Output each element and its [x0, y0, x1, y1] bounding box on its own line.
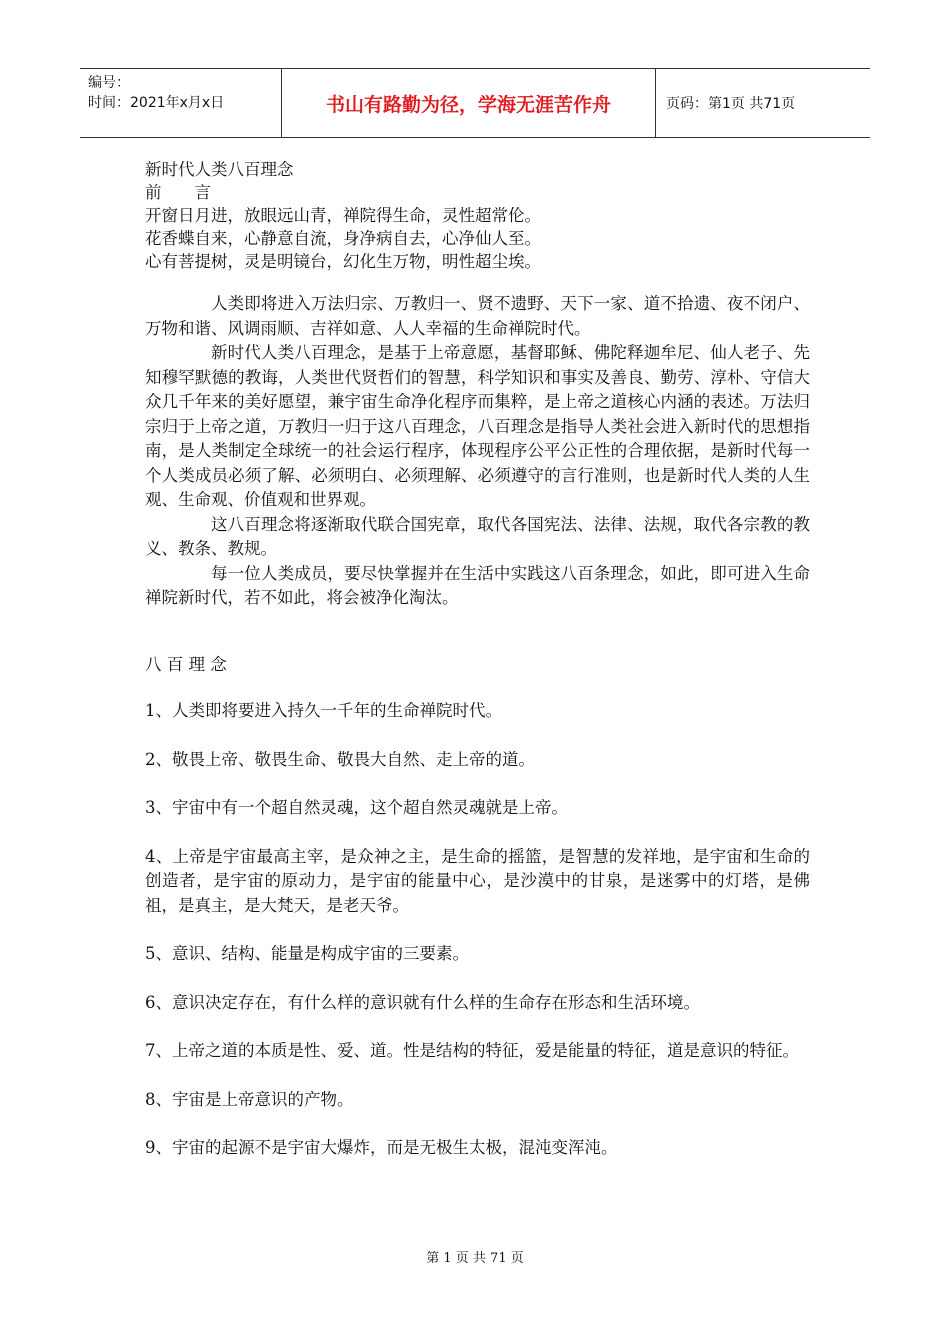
- principle-item: 8、宇宙是上帝意识的产物。: [145, 1089, 354, 1109]
- doc-title: 新时代人类八百理念: [145, 160, 294, 179]
- section-heading: 八 百 理 念: [145, 654, 227, 674]
- principle-list: [145, 699, 810, 1161]
- principle-item: 5、意识、结构、能量是构成宇宙的三要素。: [145, 944, 469, 963]
- principle-item: 3、宇宙中有一个超自然灵魂，这个超自然灵魂就是上帝。: [145, 798, 568, 817]
- principle-item: 2、敬畏上帝、敬畏生命、敬畏大自然、走上帝的道。: [145, 749, 535, 769]
- number-label: 编号：: [88, 75, 130, 91]
- preface-paragraph: 人类即将进入万法归宗、万教归一、贤不遗野、天下一家、道不拾遗、夜不闭户、万物和谐、风调雨顺、吉祥如意、人人幸福的生命禅院时代。: [145, 294, 810, 338]
- principle-item: 4、上帝是宇宙最高主宰，是众神之主，是生命的摇篮，是智慧的发祥地，是宇宙和生命的创造者，是宇宙的原动力，是宇宙的能量中心，是沙漠中的甘泉，是迷雾中的灯塔，是佛祖，是真主，是大梵天，是老天爷。: [145, 846, 810, 915]
- principle-item: 9、宇宙的起源不是宇宙大爆炸，而是无极生太极，混沌变浑沌。: [145, 1138, 618, 1157]
- principle-item: 1、人类即将要进入持久一千年的生命禅院时代。: [145, 701, 502, 720]
- principle-item: 6、意识决定存在，有什么样的意识就有什么样的生命存在形态和生活环境。: [145, 992, 700, 1012]
- header-motto: 书山有路勤为径，学海无涯苦作舟: [282, 69, 656, 137]
- poem-line: 开窗日月进，放眼远山青，禅院得生命，灵性超常伦。: [145, 206, 541, 225]
- preface-paragraph: 新时代人类八百理念，是基于上帝意愿，基督耶稣、佛陀释迦牟尼、仙人老子、先知穆罕默德的教诲，人类世代贤哲们的智慧，科学知识和事实及善良、勤劳、淳朴、守信大众几千年来的美好愿望，兼宇宙生命净化程序而集粹，是上帝之道核心内涵的表述。万法归宗归于上帝之道，万教归一归于这八百理念，八百理念是指导人类社会进入新时代的思想指南，是人类制定全球统一的社会运行程序，体现程序公平公正性的合理依据，是新时代每一个人类成员必须了解、必须明白、必须理解、必须遵守的言行准则，也是新时代人类的人生观、生命观、价值观和世界观。: [145, 343, 810, 509]
- time-label: 时间：2021年x月x日: [88, 95, 225, 111]
- preface-paragraph: 每一位人类成员，要尽快掌握并在生活中实践这八百条理念，如此，即可进入生命禅院新时代，若不如此，将会被净化淘汰。: [145, 563, 810, 607]
- poem-line: 心有菩提树，灵是明镜台，幻化生万物，明性超尘埃。: [145, 252, 541, 271]
- page-footer: 第 1 页 共 71 页: [426, 1251, 524, 1266]
- preface-heading: 前 言: [145, 183, 211, 202]
- principle-item: 7、上帝之道的本质是性、爱、道。性是结构的特征，爱是能量的特征，道是意识的特征。: [145, 1041, 799, 1060]
- header-meta: [80, 69, 282, 137]
- document-body: [145, 158, 810, 1161]
- header-page-info: 页码：第1页 共71页: [666, 96, 796, 112]
- page-header: [80, 68, 870, 138]
- poem-line: 花香蝶自来，心静意自流，身净病自去，心净仙人至。: [145, 229, 541, 248]
- preface-paragraph: 这八百理念将逐渐取代联合国宪章，取代各国宪法、法律、法规，取代各宗教的教义、教条、教规。: [145, 514, 810, 558]
